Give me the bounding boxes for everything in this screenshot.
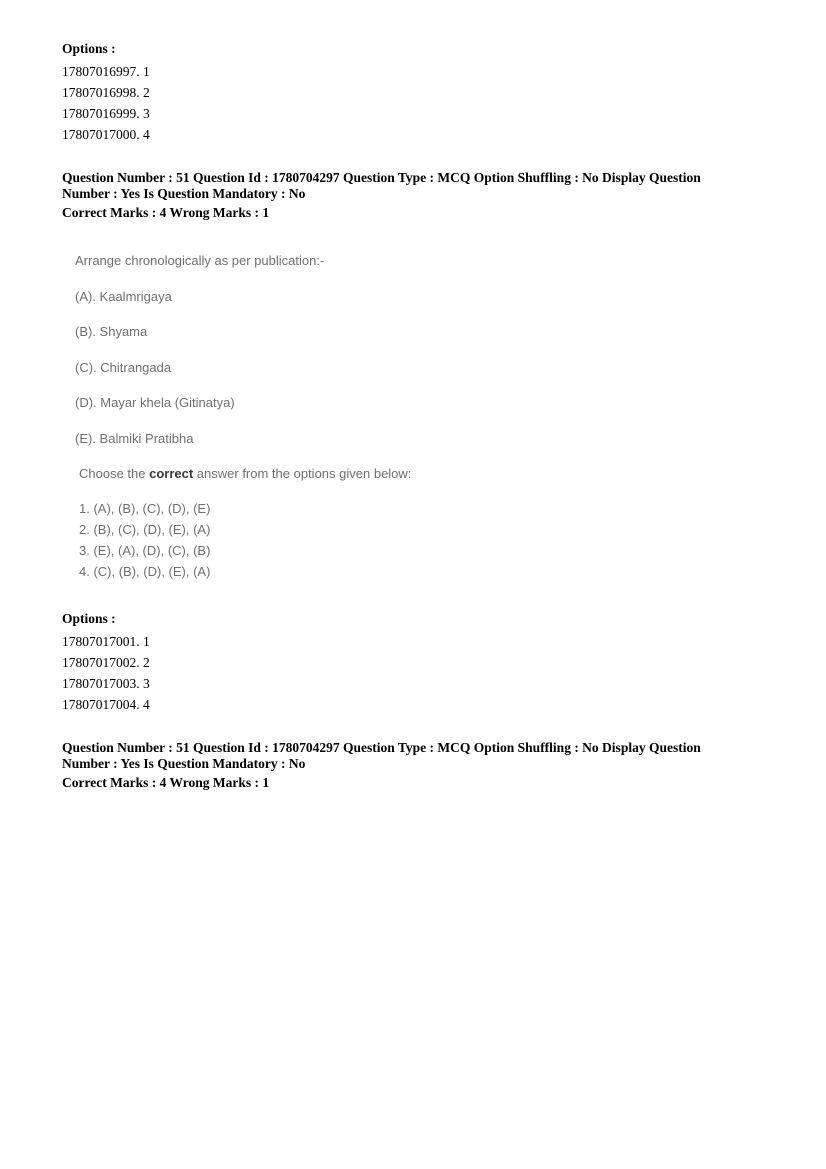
previous-options-block [62,40,150,145]
choose-instruction [79,466,411,481]
question-header-block [62,170,742,222]
option-item: 17807017002. 2 [62,655,150,670]
next-question-header-block [62,740,742,792]
question-marks: Correct Marks : 4 Wrong Marks : 1 [62,205,270,220]
choose-bold: correct [149,466,194,481]
question-item: (C). Chitrangada [75,360,172,375]
choose-suffix: answer from the options given below: [193,466,412,481]
options-list [62,61,150,145]
option-item: 17807016999. 3 [62,106,150,121]
question-item: (E). Balmiki Pratibha [75,431,194,446]
options-list [62,631,150,715]
options-label: Options : [62,611,116,626]
question-header: Question Number : 51 Question Id : 1780704297 Question Type : MCQ Option Shuffling : No Display Question Number : Yes Is Question Mandatory : No [62,740,701,771]
option-item: 17807017001. 1 [62,634,150,649]
question-prompt: Arrange chronologically as per publication:- [75,253,325,268]
question-item: (A). Kaalmrigaya [75,289,172,304]
option-item: 17807016997. 1 [62,64,150,79]
question-marks: Correct Marks : 4 Wrong Marks : 1 [62,775,270,790]
option-item: 17807017003. 3 [62,676,150,691]
choose-prefix: Choose the [79,466,150,481]
answer-choice: 3. (E), (A), (D), (C), (B) [79,543,211,558]
question-item: (B). Shyama [75,324,148,339]
answer-choice: 1. (A), (B), (C), (D), (E) [79,501,211,516]
question-item: (D). Mayar khela (Gitinatya) [75,395,235,410]
question-options-block [62,610,150,715]
option-item: 17807016998. 2 [62,85,150,100]
answer-choice: 2. (B), (C), (D), (E), (A) [79,522,211,537]
question-header: Question Number : 51 Question Id : 1780704297 Question Type : MCQ Option Shuffling : No Display Question Number : Yes Is Question Mandatory : No [62,170,701,201]
options-label: Options : [62,41,116,56]
option-item: 17807017004. 4 [62,697,150,712]
answer-choice: 4. (C), (B), (D), (E), (A) [79,564,211,579]
option-item: 17807017000. 4 [62,127,150,142]
